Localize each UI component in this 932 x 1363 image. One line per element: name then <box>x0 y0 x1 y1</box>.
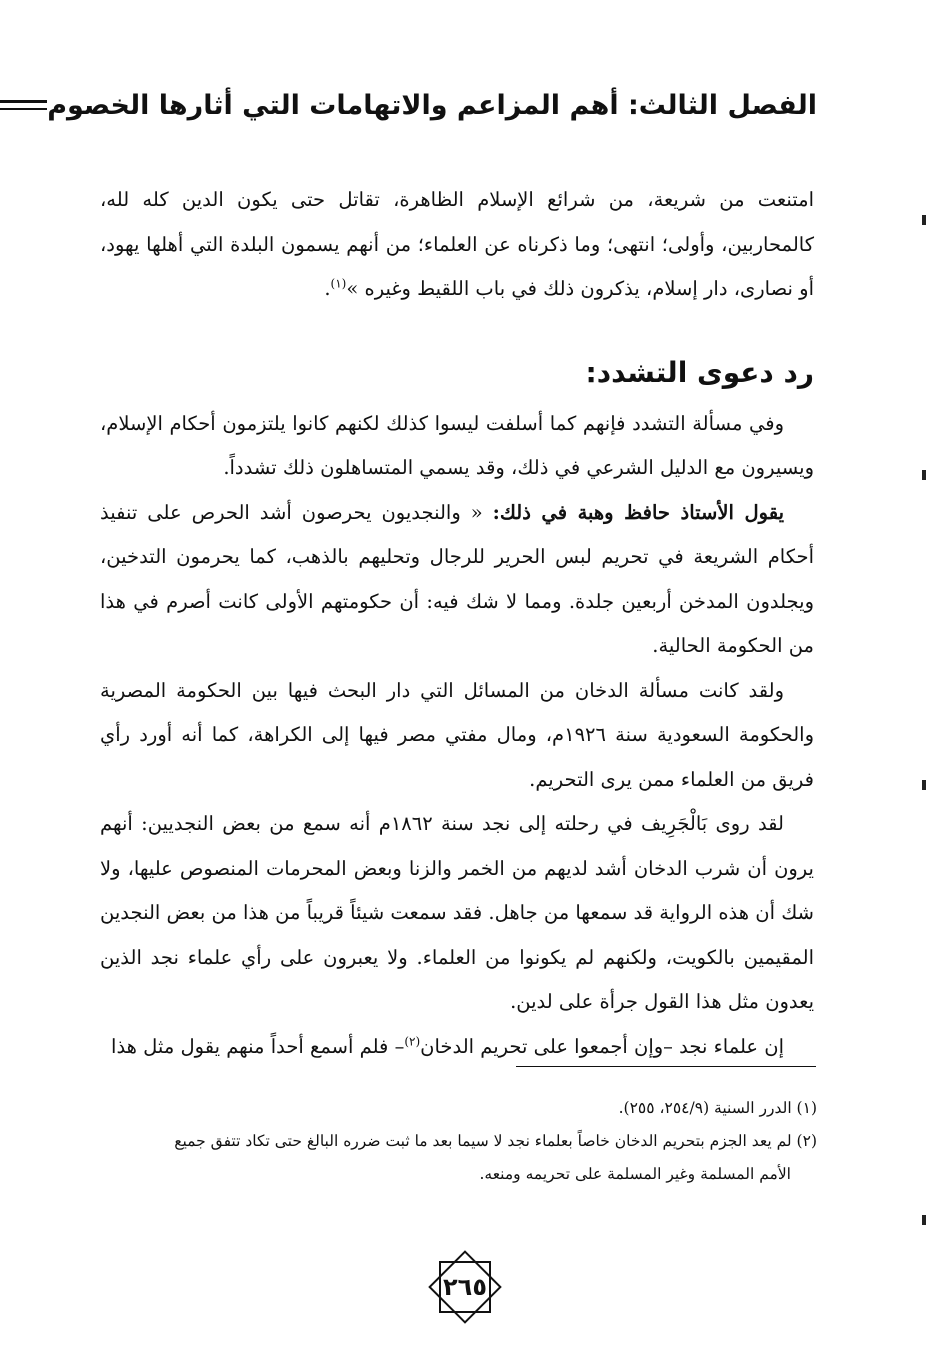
paragraph-2-text: « والنجديون يحرصون أشد الحرص على تنفيذ أحكام الشريعة في تحريم لبس الحرير للرجال وتحليهم بالذهب، كما يحرمون التدخين، ويجلدون المدخن أربعين جلدة. ومما لا شك فيه: أن حكومتهم الأولى كانت أصرم في هذا من الحكومة الحالية. <box>100 500 814 657</box>
paragraph-5 <box>100 1025 814 1070</box>
chapter-title: الفصل الثالث: أهم المزاعم والاتهامات التي أثارها الخصوم <box>47 89 817 121</box>
footnote-2: (٢) لم يعد الجزم بتحريم الدخان خاصاً بعلماء نجد لا سيما بعد ما ثبت ضرره البالغ حتى تكاد تتفق جميع <box>174 1132 817 1150</box>
paragraph-4: لقد روى بَالْجَرِيف في رحلته إلى نجد سنة ١٨٦٢م أنه سمع من بعض النجديين: أنهم يرون أن شرب الدخان أشد لديهم من الخمر والزنا وبعض المحرمات المنصوص عليها، ولا شك أن هذه الرواية قد سمعها من جاهل. فقد سمعت شيئاً قريباً من هذا من بعض النجدين المقيمين بالكويت، ولكنهم لم يكونوا من العلماء. ولا يعبرون على رأي علماء نجد الذين يعدون مثل هذا القول جرأة على لدين. <box>100 812 814 1013</box>
spacer <box>100 312 814 334</box>
paragraph-2-lead: يقول الأستاذ حافظ وهبة في ذلك: <box>492 500 785 524</box>
paragraph-5-start: إن علماء نجد –وإن أجمعوا على تحريم الدخان <box>420 1034 784 1058</box>
footnote-divider <box>516 1066 816 1067</box>
footnotes <box>100 1092 817 1191</box>
scan-edge-mark <box>922 1215 926 1225</box>
footnote-ref-2[interactable]: (٢) <box>404 1034 421 1048</box>
scan-edge-mark <box>922 470 926 480</box>
footnote-ref-1[interactable]: (١) <box>330 276 347 291</box>
opening-period: . <box>324 277 331 300</box>
paragraph-1: وفي مسألة التشدد فإنهم كما أسلفت ليسوا كذلك لكنهم كانوا يلتزمون أحكام الإسلام، ويسيرون مع الدليل الشرعي في ذلك، وقد يسمي المتساهلون ذلك تشدداً. <box>100 411 814 479</box>
paragraph-2 <box>100 491 814 669</box>
scan-edge-mark <box>922 780 926 790</box>
section-heading: رد دعوى التشدد: <box>585 355 814 389</box>
opening-paragraph <box>100 178 814 312</box>
page-number-badge <box>424 1246 506 1328</box>
running-header <box>47 80 817 130</box>
footnote-2-continued: الأمم المسلمة وغير المسلمة على تحريمه ومنعه. <box>479 1165 791 1183</box>
paragraph-3: ولقد كانت مسألة الدخان من المسائل التي دار البحث فيها بين الحكومة المصرية والحكومة السعودية سنة ١٩٢٦م، ومال مفتي مصر فيها إلى الكراهة، كما أنه أورد رأي فريق من العلماء ممن يرى التحريم. <box>100 678 814 791</box>
opening-text: امتنعت من شريعة، من شرائع الإسلام الظاهرة، تقاتل حتى يكون الدين كله لله، كالمحاربين، وأولى؛ انتهى؛ وما ذكرناه عن العلماء؛ من أنهم يسمون البلدة التي أهلها يهود، أو نصارى، دار إسلام، يذكرون ذلك في باب اللقيط وغيره » <box>100 188 814 300</box>
paragraph-5-end: – فلم أسمع أحداً منهم يقول مثل هذا <box>111 1034 405 1058</box>
header-rule <box>0 100 47 110</box>
main-text <box>100 178 814 1069</box>
page-number: ٢٦٥ <box>443 1273 487 1301</box>
scan-edge-mark <box>922 215 926 225</box>
footnote-1: (١) الدرر السنية (٢٥٤/٩، ٢٥٥). <box>618 1099 817 1117</box>
